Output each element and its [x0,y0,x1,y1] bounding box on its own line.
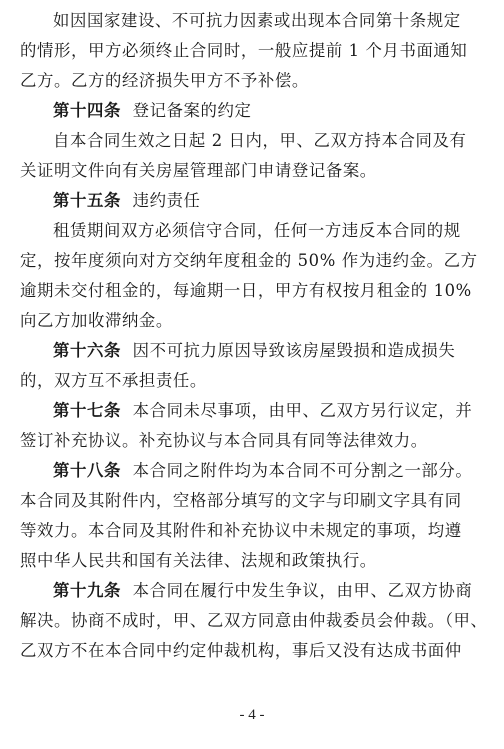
article-number: 第十七条 [53,401,121,420]
line-text: 租赁期间双方必须信守合同，任何一方违反本合同的规 [53,221,461,240]
document-page [20,6,488,666]
text-line [20,156,488,186]
line-text: 因不可抗力原因导致该房屋毁损和造成损失 [120,341,456,360]
line-text: 等效力。本合同及其附件和补充协议中未规定的事项，均遵 [20,521,462,540]
page-number: - 4 - [239,707,265,723]
article-heading-line [20,186,488,216]
text-line [20,66,488,96]
article-heading-line [20,396,488,426]
line-text: 定，按年度须向对方交纳年度租金的 50% 作为违约金。乙方 [20,251,478,270]
text-line [20,636,488,666]
line-text: 如因国家建设、不可抗力因素或出现本合同第十条规定 [53,11,461,30]
line-text: 关证明文件向有关房屋管理部门申请登记备案。 [20,161,377,180]
line-text: 自本合同生效之日起 2 日内，甲、乙双方持本合同及有 [53,131,467,150]
line-text: 违约责任 [120,191,201,210]
text-line [20,366,488,396]
text-line [20,246,488,276]
line-text: 签订补充协议。补充协议与本合同具有同等法律效力。 [20,431,428,450]
text-line [20,606,488,636]
text-line [20,486,488,516]
text-line [20,6,488,36]
text-line [20,276,488,306]
line-text: 照中华人民共和国有关法律、法规和政策执行。 [20,551,377,570]
article-number: 第十八条 [53,461,121,480]
line-text: 解决。协商不成时，甲、乙双方同意由仲裁委员会仲裁。（甲、 [20,611,488,630]
text-line [20,126,488,156]
line-text: 乙双方不在本合同中约定仲裁机构，事后又没有达成书面仲 [20,641,462,660]
article-heading-line [20,96,488,126]
text-line [20,426,488,456]
article-number: 第十五条 [53,191,121,210]
text-line [20,36,488,66]
article-number: 第十四条 [53,101,121,120]
article-number: 第十九条 [53,581,121,600]
line-text: 逾期未交付租金的，每逾期一日，甲方有权按月租金的 10% [20,281,472,300]
article-heading-line [20,456,488,486]
line-text: 本合同未尽事项，由甲、乙双方另行议定，并 [120,401,473,420]
line-text: 本合同之附件均为本合同不可分割之一部分。 [120,461,473,480]
line-text: 本合同在履行中发生争议，由甲、乙双方协商 [120,581,473,600]
text-line [20,516,488,546]
text-line [20,216,488,246]
line-text: 向乙方加收滞纳金。 [20,311,173,330]
line-text: 本合同及其附件内，空格部分填写的文字与印刷文字具有同 [20,491,462,510]
document-body [20,6,488,666]
article-heading-line [20,576,488,606]
text-line [20,546,488,576]
line-text: 登记备案的约定 [120,101,252,120]
article-number: 第十六条 [53,341,121,360]
line-text: 的情形，甲方必须终止合同时，一般应提前 1 个月书面通知 [20,41,468,60]
line-text: 的，双方互不承担责任。 [20,371,207,390]
text-line [20,306,488,336]
article-heading-line [20,336,488,366]
line-text: 乙方。乙方的经济损失甲方不予补偿。 [20,71,309,90]
